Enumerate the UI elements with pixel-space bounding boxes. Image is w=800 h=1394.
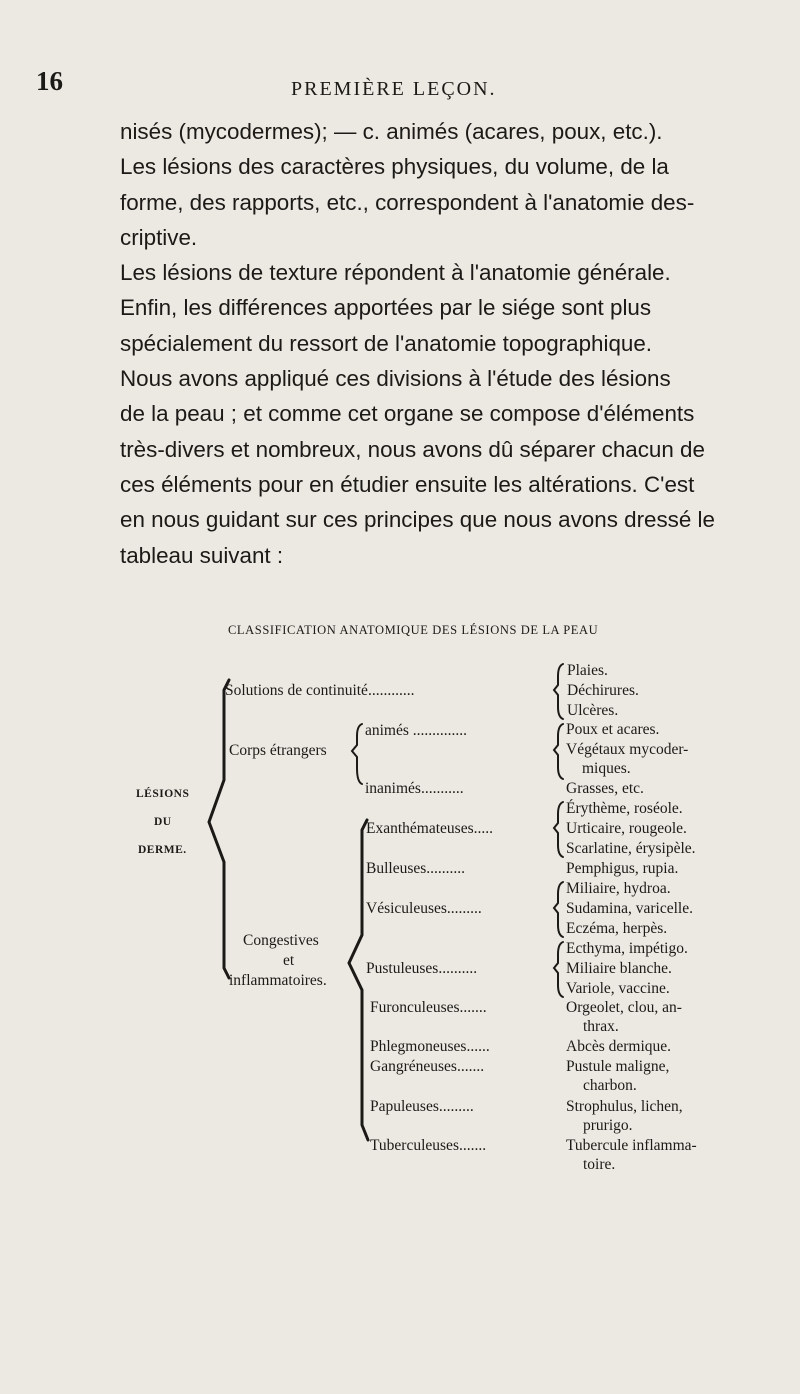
leaf-item: miques. xyxy=(582,760,631,777)
leaf-item: Orgeolet, clou, an- xyxy=(566,999,682,1016)
leaf-item: thrax. xyxy=(583,1018,619,1035)
subcategory-label: inanimés........... xyxy=(365,780,464,797)
running-head: PREMIÈRE LEÇON. xyxy=(291,78,497,100)
leaf-item: Urticaire, rougeole. xyxy=(566,820,687,837)
animes-brace xyxy=(554,724,563,779)
text-line: Enfin, les différences apportées par le siége sont plus xyxy=(120,295,652,321)
corps-brace xyxy=(352,724,362,784)
text-line: en nous guidant sur ces principes que nous avons dressé le xyxy=(120,507,715,533)
vesic-brace xyxy=(554,882,563,937)
leaf-item: Miliaire blanche. xyxy=(566,960,672,977)
leaf-item: Eczéma, herpès. xyxy=(566,920,668,937)
table-title: CLASSIFICATION ANATOMIQUE DES LÉSIONS DE LA PEAU xyxy=(228,623,599,637)
text-line: ces éléments pour en étudier ensuite les altérations. C'est xyxy=(120,471,695,497)
leaf-item: Déchirures. xyxy=(567,682,639,699)
leaf-item: Poux et acares. xyxy=(566,721,660,738)
leaf-item: prurigo. xyxy=(583,1117,633,1134)
leaf-item: Sudamina, varicelle. xyxy=(566,900,693,917)
subcategory-label: Tuberculeuses....... xyxy=(370,1137,487,1154)
leaf-item: Grasses, etc. xyxy=(566,780,644,797)
leaf-item: Végétaux mycoder- xyxy=(566,741,689,758)
leaf-item: Ecthyma, impétigo. xyxy=(566,940,688,957)
text-line: tableau suivant : xyxy=(120,542,284,568)
subcategory-label: Vésiculeuses......... xyxy=(366,900,482,917)
subcategory-label: animés .............. xyxy=(365,722,468,739)
leaf-item: Plaies. xyxy=(567,662,608,679)
leaf-item: Scarlatine, érysipèle. xyxy=(566,840,696,857)
root-label-line: LÉSIONS xyxy=(136,788,190,800)
text-line: de la peau ; et comme cet organe se compose d'éléments xyxy=(120,401,695,427)
leaf-item: Miliaire, hydroa. xyxy=(566,880,671,897)
leaf-item: Tubercule inflamma- xyxy=(566,1137,697,1154)
text-line: nisés (mycodermes); — c. animés (acares, poux, etc.). xyxy=(120,119,663,144)
subcategory-label: Exanthémateuses..... xyxy=(366,820,493,837)
text-line: forme, des rapports, etc., correspondent à l'anatomie des- xyxy=(120,189,695,215)
text-line: Les lésions de texture répondent à l'anatomie générale. xyxy=(120,260,671,286)
solutions-brace xyxy=(554,664,563,719)
text-line: criptive. xyxy=(120,224,198,250)
text-line: spécialement du ressort de l'anatomie topographique. xyxy=(120,330,653,356)
category-label: Corps étrangers xyxy=(229,742,327,759)
leaf-item: Abcès dermique. xyxy=(566,1038,672,1055)
subcategory-label: Bulleuses.......... xyxy=(366,860,466,877)
leaf-item: toire. xyxy=(583,1156,616,1173)
subcategory-label: Gangréneuses....... xyxy=(370,1058,485,1075)
text-line: Les lésions des caractères physiques, du volume, de la xyxy=(120,154,669,180)
root-label-line: DERME. xyxy=(138,844,187,856)
category-label: inflammatoires. xyxy=(229,972,327,989)
page-header xyxy=(36,66,776,106)
text-line: très-divers et nombreux, nous avons dû séparer chacun de xyxy=(120,436,705,462)
subcategory-label: Pustuleuses.......... xyxy=(366,960,478,977)
leaf-item: charbon. xyxy=(583,1077,637,1094)
category-label: Congestives xyxy=(243,932,319,949)
leaf-item: Pustule maligne, xyxy=(566,1058,670,1075)
exanth-brace xyxy=(554,802,563,857)
leaf-item: Pemphigus, rupia. xyxy=(566,860,679,877)
subcategory-label: Phlegmoneuses...... xyxy=(370,1038,490,1055)
root-label-line: DU xyxy=(154,816,172,828)
leaf-item: Variole, vaccine. xyxy=(566,980,670,997)
pustul-brace xyxy=(554,942,563,997)
leaf-item: Érythème, roséole. xyxy=(566,800,683,817)
text-line: Nous avons appliqué ces divisions à l'étude des lésions xyxy=(120,366,671,392)
subcategory-label: Furonculeuses....... xyxy=(370,999,487,1016)
body-paragraphs xyxy=(120,114,740,573)
root-brace xyxy=(209,680,229,978)
leaf-item: Strophulus, lichen, xyxy=(566,1098,683,1115)
category-label: et xyxy=(283,952,295,969)
page-number: 16 xyxy=(36,66,63,96)
subcategory-label: Papuleuses......... xyxy=(370,1098,474,1115)
leaf-item: Ulcères. xyxy=(567,702,619,719)
category-label: Solutions de continuité............ xyxy=(225,682,415,699)
